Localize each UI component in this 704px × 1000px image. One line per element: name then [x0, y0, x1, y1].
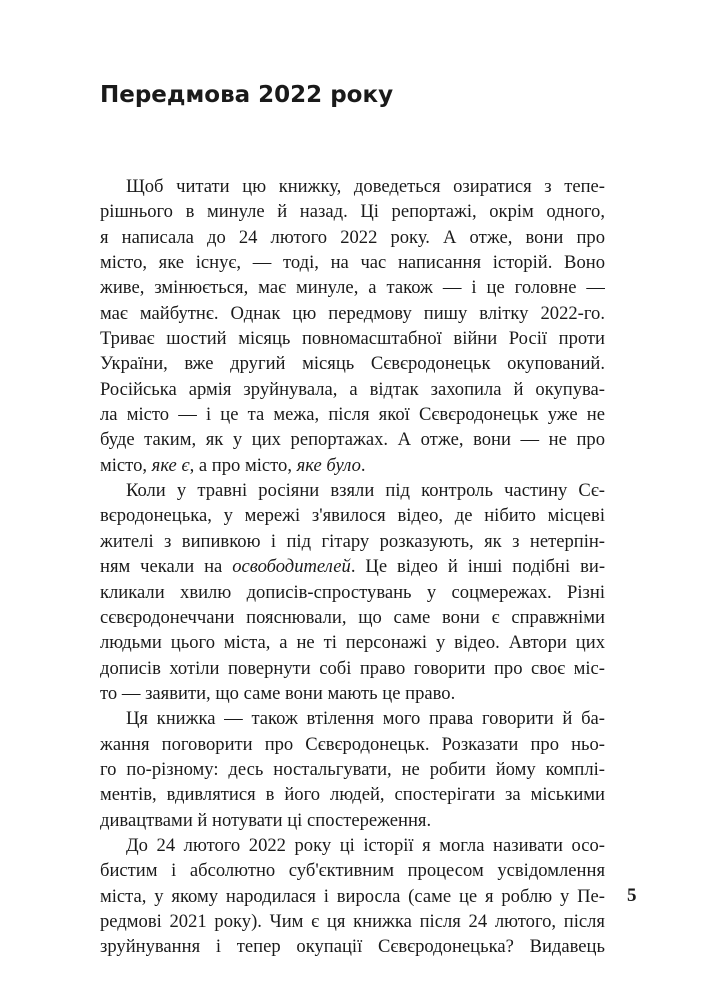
paragraph — [100, 833, 605, 960]
text-line: жання поговорити про Сєвєродонецьк. Розказати про ньо- — [100, 733, 605, 755]
text-line: сєвєродонеччани пояснювали, що саме вони є справжніми — [100, 606, 605, 628]
text-line: дивацтвами й нотувати ці спостереження. — [100, 809, 432, 831]
text-line: міста, у якому народилася і виросла (саме це я роблю у Пе- — [100, 885, 605, 907]
text-line: До 24 лютого 2022 року ці історії я могла називати осо- — [126, 834, 605, 856]
text-line: го по-різному: десь ностальгувати, не робити йому комплі- — [100, 758, 605, 780]
text-line: має майбутнє. Однак цю передмову пишу влітку 2022-го. — [100, 302, 605, 324]
text-line: я написала до 24 лютого 2022 року. А отже, вони про — [100, 226, 605, 248]
text-line: ла місто — і це та межа, після якої Сєвєродонецьк уже не — [100, 404, 605, 426]
text-line: то — заявити, що саме вони мають це право. — [100, 682, 456, 704]
text-line: людьми цього міста, а не ті персонажі у відео. Автори цих — [100, 632, 605, 654]
text-line: Ця книжка — також втілення мого права говорити й ба- — [126, 708, 605, 730]
page-number: 5 — [627, 885, 637, 906]
text-line: ням чекали на освободителей. Це відео й інші подібні ви- — [100, 556, 605, 578]
body-text — [100, 174, 605, 960]
text-line: дописів хотіли повернути собі право говорити про своє міс- — [100, 657, 605, 679]
text-line: Російська армія зруйнувала, а відтак захопила й окупува- — [100, 378, 605, 400]
text-line: буде таким, як у цих репортажах. А отже, вони — не про — [100, 429, 605, 451]
text-line: місто, яке існує, — тоді, на час написання історій. Воно — [100, 252, 605, 274]
text-line: ментів, вдивлятися в його людей, спостерігати за міськими — [100, 784, 605, 806]
text-line: жителі з випивкою і під гітару розказують, як з нетерпін- — [100, 530, 605, 552]
text-line: Триває шостий місяць повномасштабної війни Росії проти — [100, 328, 605, 350]
paragraph — [100, 706, 605, 833]
italic-phrase: яке є — [151, 454, 190, 476]
italic-phrase: яке було — [296, 454, 361, 476]
text-line: Щоб читати цю книжку, доведеться озиратися з тепе- — [126, 176, 605, 197]
text-line: Коли у травні росіяни взяли під контроль частину Сє- — [126, 480, 605, 502]
text-line: вєродонецька, у мережі з'явилося відео, де нібито місцеві — [100, 505, 605, 527]
text-line: редмові 2021 року). Чим є ця книжка після 24 лютого, після — [100, 910, 605, 932]
paragraph — [100, 478, 605, 706]
text-line: рішнього в минуле й назад. Ці репортажі, окрім одного, — [100, 201, 605, 223]
chapter-title: Передмова 2022 року — [100, 82, 394, 108]
text-line: зруйнування і тепер окупації Сєвєродонецька? Видавець — [100, 936, 605, 958]
text-line: України, вже другий місяць Сєвєродонецьк окупований. — [100, 353, 605, 375]
paragraph — [100, 174, 605, 478]
text-line: місто, яке є, а про місто, яке було. — [100, 454, 366, 476]
text-line: кликали хвилю дописів-спростувань у соцмережах. Різні — [100, 581, 605, 603]
italic-phrase: освободителей — [232, 556, 351, 578]
text-line: бистим і абсолютно суб'єктивним процесом усвідомлення — [100, 860, 605, 882]
text-line: живе, змінюється, має минуле, а також — і це головне — — [100, 277, 605, 299]
